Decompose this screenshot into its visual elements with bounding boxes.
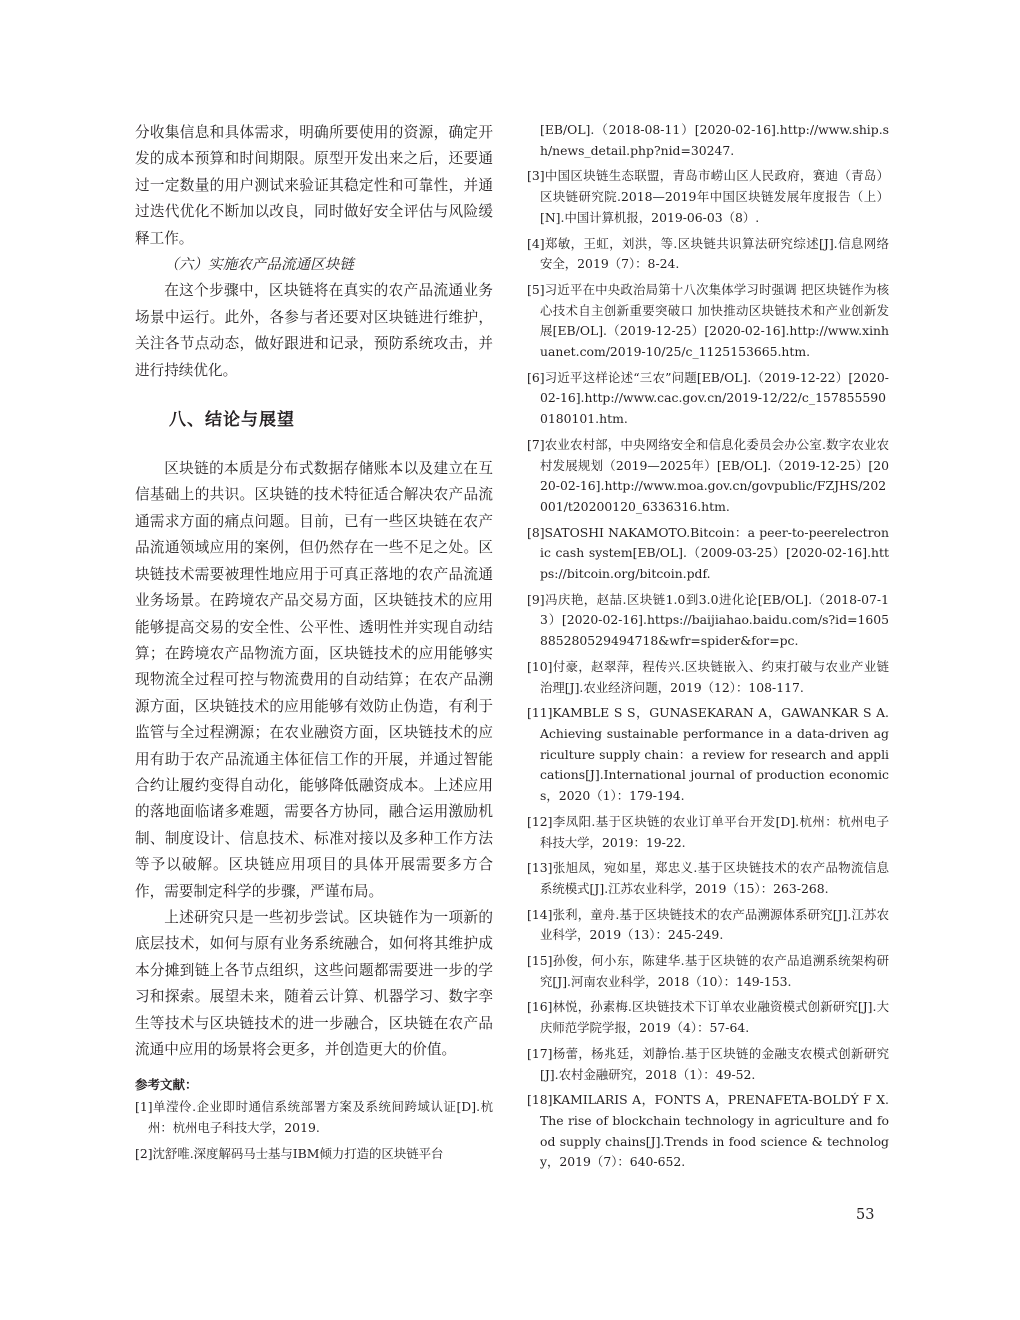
reference-5: [5]习近平在中央政治局第十八次集体学习时强调 把区块链作为核心技术自主创新重要突破口 加快推动区块链技术和产业创新发展[EB/OL].（2019-12-25）[2020-02-16].http://www.xinhuanet.com/2019-10/25/c_1125153665.htm.	[527, 281, 889, 360]
reference-17: [17]杨蕾，杨兆廷，刘静怡.基于区块链的金融支农模式创新研究[J].农村金融研究，2018（1）：49-52.	[527, 1045, 889, 1082]
reference-14: [14]张利，童舟.基于区块链技术的农产品溯源体系研究[J].江苏农业科学，2019（13）：245-249.	[527, 906, 889, 943]
reference-13: [13]张旭凤，宛如星，郑忠义.基于区块链技术的农产品物流信息系统模式[J].江苏农业科学，2019（15）：263-268.	[527, 860, 889, 896]
reference-12: [12]李凤阳.基于区块链的农业订单平台开发[D].杭州：杭州电子科技大学，2019：19-22.	[527, 813, 889, 850]
step6-paragraph: 在这个步骤中，区块链将在真实的农产品流通业务场景中运行。此外，各参与者还要对区块链进行维护，关注各节点动态，做好跟进和记录，预防系统攻击，并进行持续优化。	[135, 282, 493, 379]
reference-16: [16]林悦，孙素梅.区块链技术下订单农业融资模式创新研究[J].大庆师范学院学报，2019（4）：57-64.	[527, 999, 889, 1036]
section-heading-conclusion: 八、结论与展望	[169, 410, 295, 431]
reference-4: [4]郑敏，王虹，刘洪，等.区块链共识算法研究综述[J].信息网络安全，2019（7）：8-24.	[527, 235, 889, 272]
left-column	[135, 120, 493, 1170]
conclusion-paragraph: 区块链的本质是分布式数据存储账本以及建立在互信基础上的共识。区块链的技术特征适合解决农产品流通需求方面的痛点问题。目前，已有一些区块链在农产品流通领域应用的案例，但仍然存在一些不足之处。区块链技术需要被理性地应用于可真正落地的农产品流通业务场景。在跨境农产品交易方面，区块链技术的应用能够提高交易的安全性、公平性、透明性并实现自动结算；在跨境农产品物流方面，区块链技术的应用能够实现物流全过程可控与物流费用的自动结算；在农产品溯源方面，区块链技术的应用能够有效防止伪造，有利于监管与全过程溯源；在农业融资方面，区块链技术的应用有助于农产品流通主体征信工作的开展，并通过智能合约让履约变得自动化，能够降低融资成本。上述应用的落地面临诸多难题，需要各方协同，融合运用激励机制、制度设计、信息技术、标准对接以及多种工作方法等予以破解。区块链应用项目的具体开展需要多方合作，需要制定科学的步骤，严谨布局。	[135, 460, 493, 900]
outlook-paragraph: 上述研究只是一些初步尝试。区块链作为一项新的底层技术，如何与原有业务系统融合，如何将其维护成本分摊到链上各节点组织，这些问题都需要进一步的学习和探索。展望未来，随着云计算、机器学习、数字孪生等技术与区块链技术的进一步融合，区块链在农产品流通中应用的场景将会更多，并创造更大的价值。	[135, 908, 493, 1058]
reference-15: [15]孙俊，何小东，陈建华.基于区块链的农产品追溯系统架构研究[J].河南农业科学，2018（10）：149-153.	[527, 953, 889, 989]
references-title: 参考文献：	[135, 1077, 198, 1093]
reference-9: [9]冯庆艳，赵喆.区块链1.0到3.0进化论[EB/OL].（2018-07-13）[2020-02-16].https://baijiahao.baidu.com/s?id=1605885280529494718&wfr=spider&for=pc.	[527, 591, 889, 649]
reference-7: [7]农业农村部，中央网络安全和信息化委员会办公室.数字农业农村发展规划（2019—2025年）[EB/OL].（2019-12-25）[2020-02-16].http://www.moa.gov.cn/govpublic/FZJHS/202001/t20200120_6336316.htm.	[527, 436, 889, 514]
reference-3: [3]中国区块链生态联盟，青岛市崂山区人民政府，赛迪（青岛）区块链研究院.2018—2019年中国区块链发展年度报告（上）[N].中国计算机报，2019-06-03（8）.	[527, 168, 889, 225]
reference-2-continued: [EB/OL].（2018-08-11）[2020-02-16].http://www.ship.sh/news_detail.php?nid=30247.	[540, 122, 889, 158]
reference-2: [2]沈舒唯.深度解码马士基与IBM倾力打造的区块链平台	[135, 1145, 444, 1161]
reference-18: [18]KAMILARIS A，FONTS A，PRENAFETA-BOLDÝ F X. The rise of blockchain technology in agriculture and food supply chains[J].Trends in food science & technology，2019（7）：640-652.	[527, 1092, 889, 1170]
page-number: 53	[856, 1207, 875, 1223]
right-column	[527, 120, 889, 1178]
subsection-heading-6: （六）实施农产品流通区块链	[164, 256, 354, 274]
intro-paragraph: 分收集信息和具体需求，明确所要使用的资源，确定开发的成本预算和时间期限。原型开发出来之后，还要通过一定数量的用户测试来验证其稳定性和可靠性，并通过迭代优化不断加以改良，同时做好安全评估与风险缓释工作。	[135, 124, 493, 247]
reference-6: [6]习近平这样论述“三农”问题[EB/OL].（2019-12-22）[2020-02-16].http://www.cac.gov.cn/2019-12/22/c_1578555900180101.htm.	[527, 369, 889, 427]
reference-11: [11]KAMBLE S S，GUNASEKARAN A，GAWANKAR S A. Achieving sustainable performance in a data-driven agriculture supply chain：a review for research and applications[J].International journal of production economics，2020（1）：179-194.	[527, 705, 889, 804]
reference-8: [8]SATOSHI NAKAMOTO.Bitcoin：a peer-to-peerelectronic cash system[EB/OL].（2009-03-25）[2020-02-16].https://bitcoin.org/bitcoin.pdf.	[527, 524, 889, 582]
reference-1: [1]单滢伶.企业即时通信系统部署方案及系统间跨域认证[D].杭州：杭州电子科技大学，2019.	[135, 1099, 493, 1136]
reference-10: [10]付豪，赵翠萍，程传兴.区块链嵌入、约束打破与农业产业链治理[J].农业经济问题，2019（12）：108-117.	[527, 658, 889, 695]
